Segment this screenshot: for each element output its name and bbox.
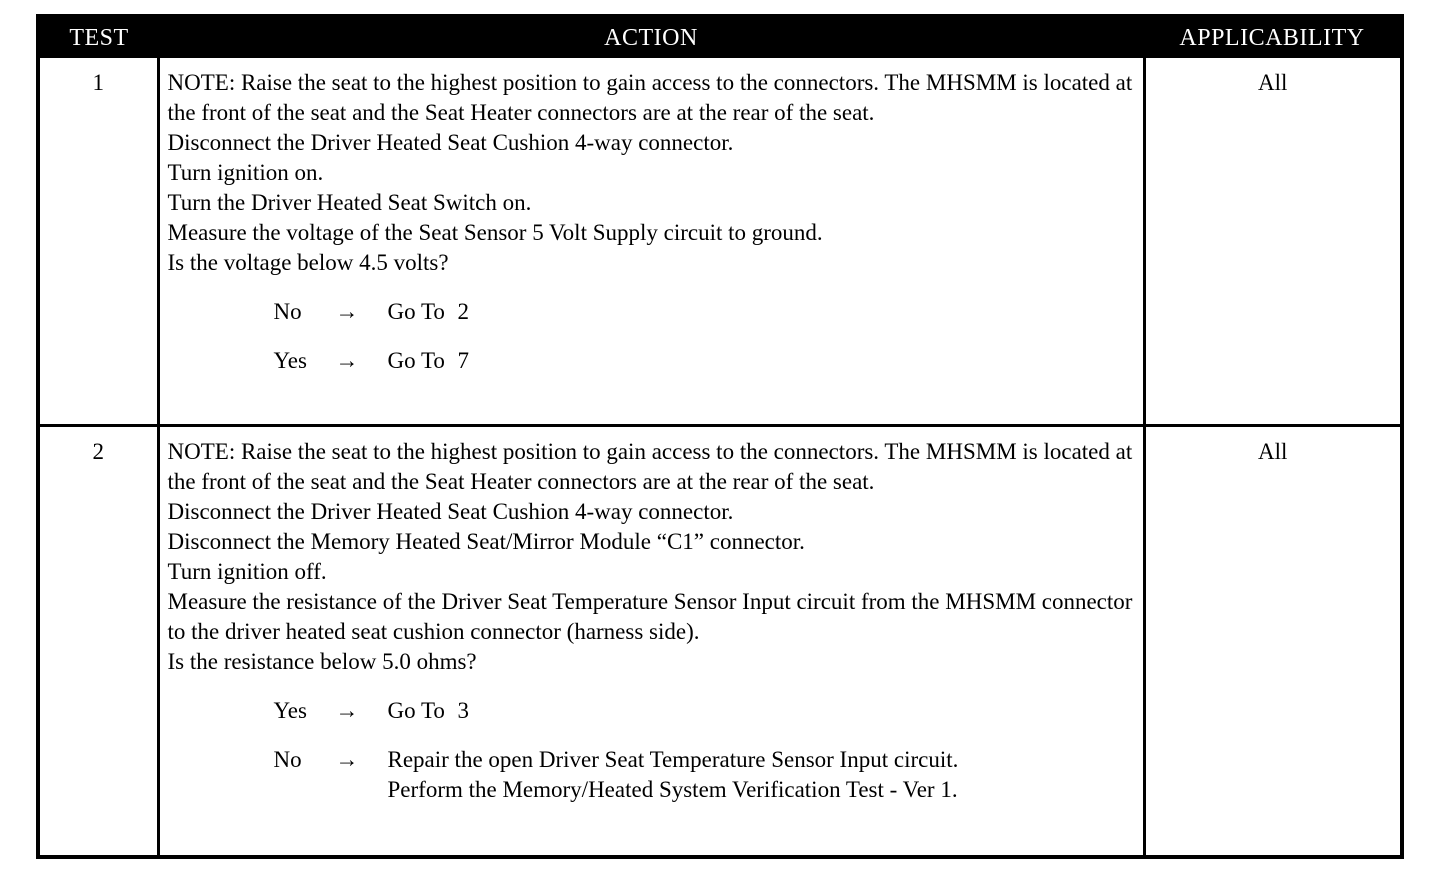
branch-no: [274, 297, 1137, 327]
header-test: TEST: [38, 16, 158, 58]
goto-target: 3: [457, 698, 469, 723]
test-number: 1: [38, 58, 158, 426]
action-step: Measure the voltage of the Seat Sensor 5 Volt Supply circuit to ground.: [167, 220, 823, 245]
table-row: [38, 426, 1402, 858]
header-applicability: APPLICABILITY: [1144, 16, 1402, 58]
action-cell: [158, 58, 1144, 426]
test-number: 2: [38, 426, 158, 858]
branch-answer: No: [273, 747, 302, 772]
goto-label: Go To: [387, 348, 445, 373]
arrow-right-icon: →: [335, 348, 359, 373]
branch-answer: Yes: [273, 348, 307, 373]
action-cell: [158, 426, 1144, 858]
branch-answer: Yes: [273, 698, 307, 723]
action-step: Turn the Driver Heated Seat Switch on.: [167, 190, 532, 215]
branch-yes: [274, 346, 1137, 376]
arrow-right-icon: →: [335, 698, 359, 723]
arrow-right-icon: →: [335, 299, 359, 324]
branch-yes: [274, 696, 1137, 726]
action-note: NOTE: Raise the seat to the highest position to gain access to the connectors. The MHSMM is located at the front of the seat and the Seat Heater connectors are at the rear of the seat.: [167, 439, 1133, 494]
action-step: Disconnect the Memory Heated Seat/Mirror Module “C1” connector.: [167, 529, 805, 554]
action-note: NOTE: Raise the seat to the highest position to gain access to the connectors. The MHSMM is located at the front of the seat and the Seat Heater connectors are at the rear of the seat.: [167, 70, 1133, 125]
action-question: Is the resistance below 5.0 ohms?: [167, 649, 477, 674]
goto-label: Go To: [387, 698, 445, 723]
repair-instructions: [388, 745, 959, 805]
applicability-value: All: [1144, 426, 1402, 858]
branch-answer: No: [273, 299, 302, 324]
verification-step: Perform the Memory/Heated System Verification Test - Ver 1.: [387, 777, 958, 802]
repair-step: Repair the open Driver Seat Temperature Sensor Input circuit.: [387, 747, 959, 772]
diagnostic-test-table: [36, 14, 1404, 859]
branch-no: [274, 745, 1137, 805]
goto-target: 7: [457, 348, 469, 373]
applicability-value: All: [1144, 58, 1402, 426]
action-step: Disconnect the Driver Heated Seat Cushion 4-way connector.: [167, 499, 734, 524]
action-question: Is the voltage below 4.5 volts?: [167, 250, 449, 275]
action-step: Disconnect the Driver Heated Seat Cushion 4-way connector.: [167, 130, 734, 155]
goto-target: 2: [457, 299, 469, 324]
action-step: Turn ignition on.: [167, 160, 324, 185]
goto-label: Go To: [387, 299, 445, 324]
table-row: [38, 58, 1402, 426]
action-step: Turn ignition off.: [167, 559, 327, 584]
table-header-row: [38, 16, 1402, 58]
action-step: Measure the resistance of the Driver Seat Temperature Sensor Input circuit from the MHSMM connector to the driver heated seat cushion connector (harness side).: [167, 589, 1133, 644]
arrow-right-icon: →: [335, 747, 359, 772]
header-action: ACTION: [158, 16, 1144, 58]
